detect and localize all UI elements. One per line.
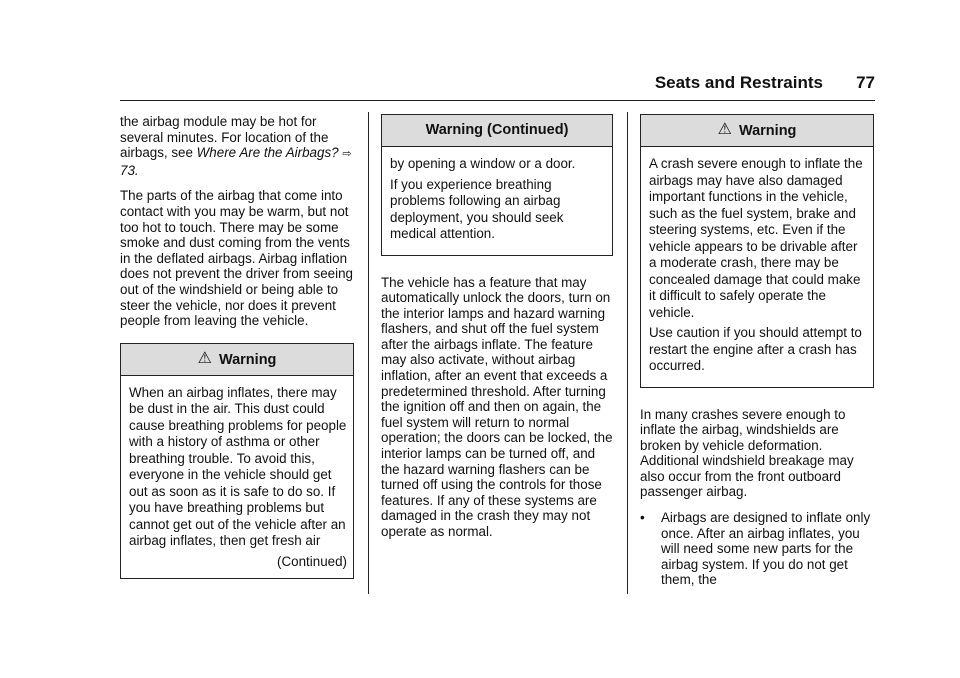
column-3 — [640, 114, 876, 588]
warning-icon: ⚠ — [197, 349, 212, 367]
column-divider — [627, 112, 628, 594]
warning-icon: ⚠ — [717, 121, 732, 138]
page-ref[interactable]: 73. — [120, 162, 139, 178]
warning-text: A crash severe enough to inflate the airbags may have also damaged important functions in the vehicle, such as the fuel system, brake and steering systems, etc. Even if the vehicle appears to be drivable after a moderate crash, there may be concealed damage that could make it difficult to safely operate the vehicle. — [649, 156, 863, 320]
page-header — [120, 70, 875, 101]
warning-text: by opening a window or a door. — [390, 156, 576, 171]
warning-box — [120, 343, 354, 580]
column-2 — [381, 114, 615, 550]
warning-body — [382, 147, 612, 255]
warning-title: Warning — [218, 351, 277, 368]
section-title: Seats and Restraints — [654, 73, 823, 92]
warning-box — [640, 114, 874, 388]
bullet-text: Airbags are designed to inflate only once. After an airbag inflates, you will need some new parts for the airbag system. If you do not get them, the — [661, 510, 871, 588]
warning-title: Warning (Continued) — [425, 122, 569, 138]
cross-reference-link[interactable]: Where Are the Airbags? — [196, 145, 339, 161]
warning-header — [382, 115, 612, 147]
warning-text: If you experience breathing problems following an airbag deployment, you should seek medical attention. — [390, 176, 564, 241]
paragraph: In many crashes severe enough to inflate the airbag, windshields are broken by vehicle deformation. Additional windshield breakage may also occur from the front outboard passenger airbag. — [640, 406, 854, 500]
warning-box — [381, 114, 613, 256]
warning-body — [641, 147, 873, 387]
paragraph: The vehicle has a feature that may automatically unlock the doors, turn on the interior lamps and hazard warning flashers, and shut off the fuel system after the airbags inflate. The feature may also activate, without airbag inflation, after an event that exceeds a predetermined threshold. After turning the ignition off and then on again, the fuel system will return to normal operation; the doors can be locked, the interior lamps can be turned off, and the hazard warning flashers can be turned off using the controls for those features. If any of these systems are damaged in the crash they may not operate as normal. — [381, 274, 613, 539]
warning-header — [641, 115, 873, 147]
paragraph: The parts of the airbag that come into contact with you may be warm, but not too hot to touch. There may be some smoke and dust coming from the vents in the deflated airbags. Airbag inflation does not prevent the driver from seeing out of the windshield or being able to steer the vehicle, nor does it prevent people from leaving the vehicle. — [120, 188, 353, 329]
paragraph: the airbag module may be hot for several minutes. For location of the airbags, see Where Are the Airbags? ⇨ 73. — [120, 114, 352, 178]
continued-label: (Continued) — [277, 553, 347, 569]
warning-body — [121, 376, 353, 579]
warning-text: Use caution if you should attempt to restart the engine after a crash has occurred. — [649, 325, 862, 373]
column-divider — [368, 112, 369, 594]
page-number: 77 — [856, 73, 875, 92]
page-ref-icon: ⇨ — [342, 148, 352, 161]
warning-header — [121, 344, 353, 376]
bullet-item — [640, 510, 876, 588]
column-1 — [120, 114, 356, 579]
bullet-marker: • — [640, 510, 645, 526]
warning-title: Warning — [738, 123, 797, 139]
warning-text: When an airbag inflates, there may be dust in the air. This dust could cause breathing problems for people with a history of asthma or other breathing trouble. To avoid this, everyone in the vehicle should get out as soon as it is safe to do so. If you have breathing problems but cannot get out of the vehicle after an airbag inflates, then get fresh air — [129, 384, 347, 549]
